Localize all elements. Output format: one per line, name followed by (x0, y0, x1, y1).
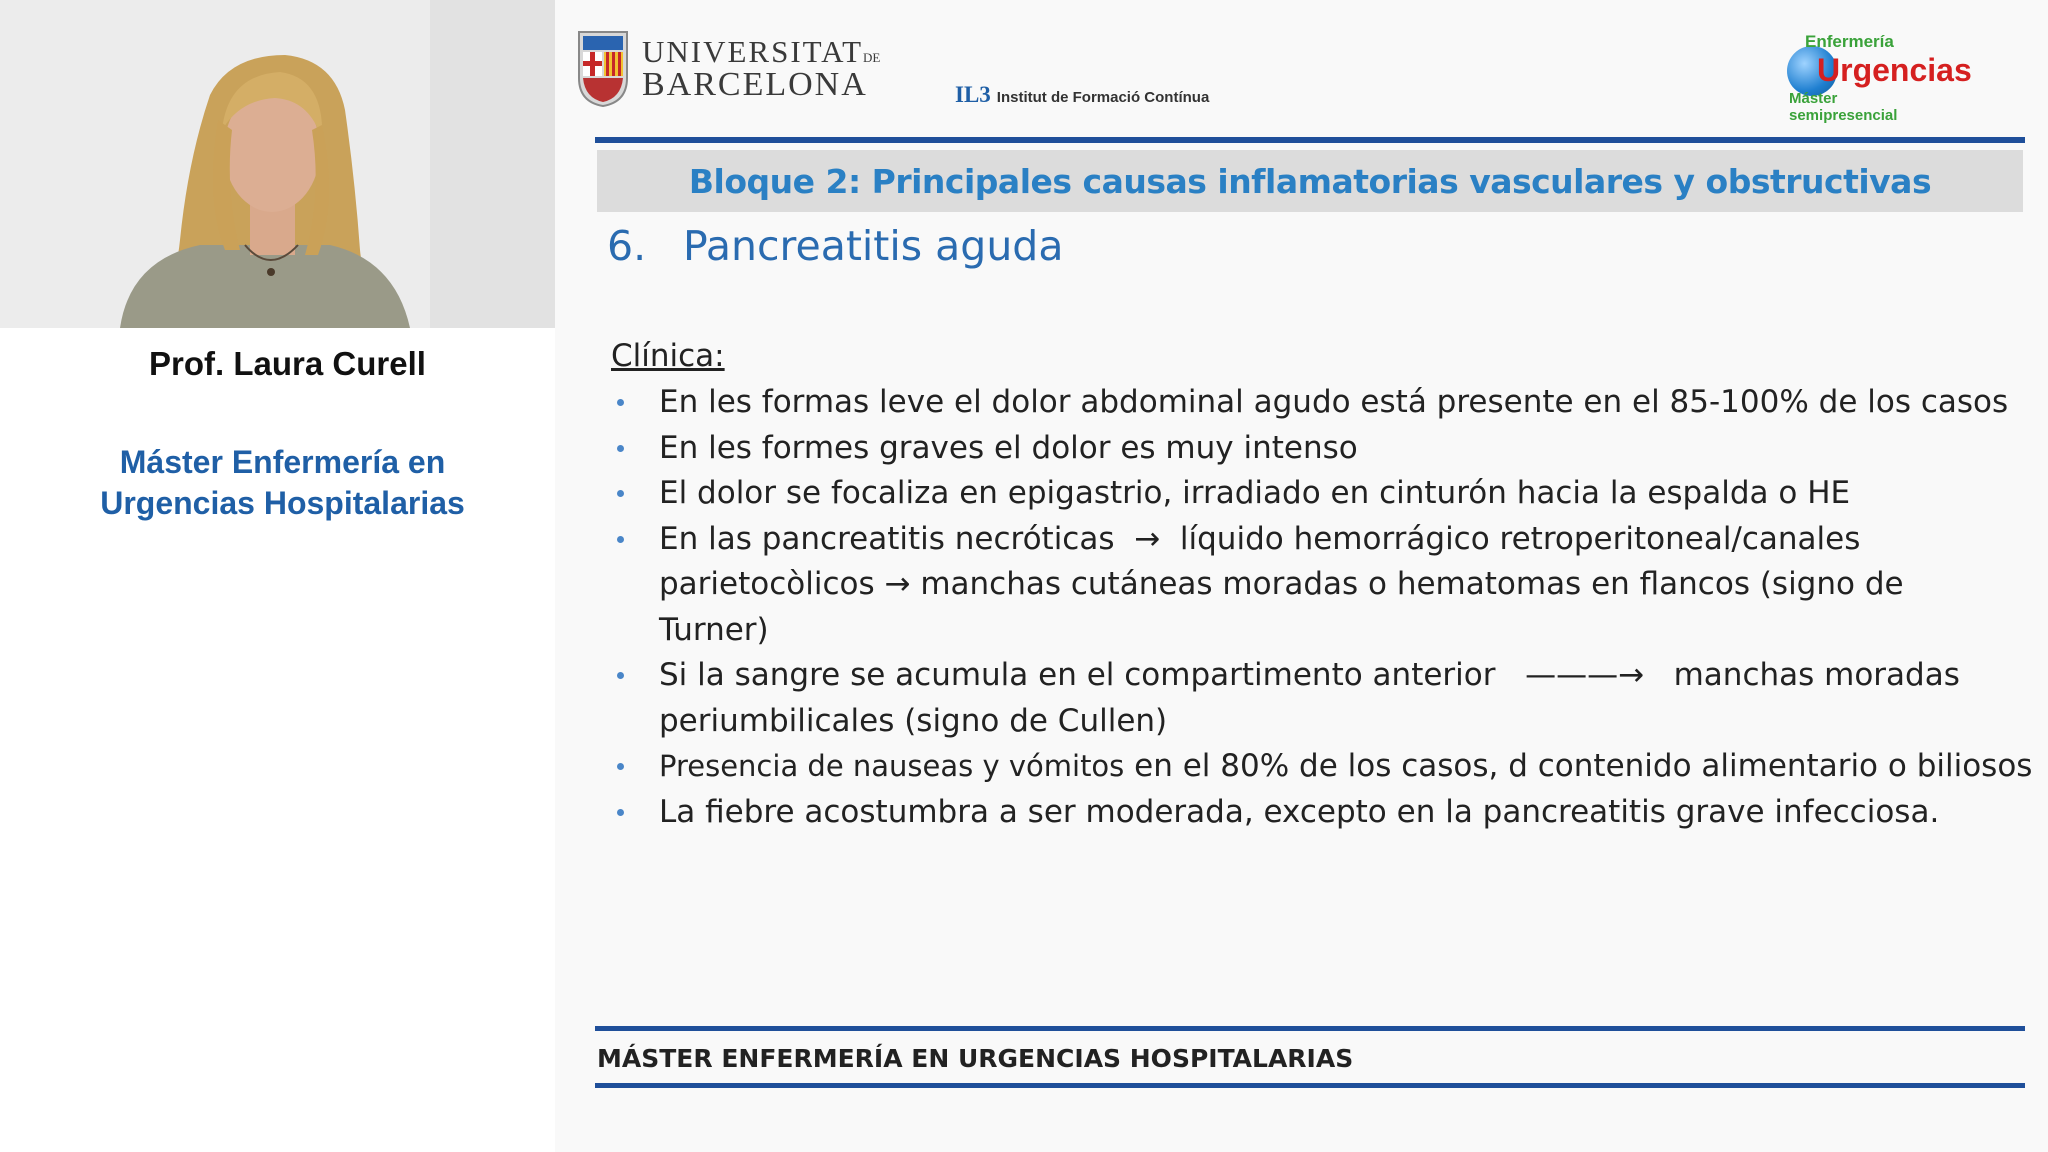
clinica-label: Clínica: (611, 338, 725, 374)
presenter-video (0, 0, 555, 328)
list-item: La fiebre acostumbra a ser moderada, excepto en la pancreatitis grave infecciosa. (611, 790, 2048, 836)
university-logo (565, 28, 895, 112)
presenter-image (0, 0, 555, 328)
il3-logo (955, 82, 1209, 108)
logo-urgencias-text: Urgencias (1817, 52, 1972, 88)
section-title-text: Pancreatitis aguda (683, 222, 1064, 270)
il3-text: Institut de Formació Contínua (996, 89, 1210, 106)
course-name (0, 442, 565, 524)
list-item: En las pancreatitis necróticas → líquido hemorrágico retroperitoneal/canales parietocòlicos → manchas cutáneas moradas o hematomas en flancos (signo de Turner) (611, 517, 1979, 654)
enfermeria-urgencias-logo (1725, 30, 1972, 124)
university-name-line2: BARCELONA (642, 66, 868, 103)
bullet-list (611, 380, 2048, 835)
slide (555, 0, 2048, 1152)
top-divider (595, 137, 2025, 143)
course-name-line1: Máster Enfermería en (119, 444, 446, 480)
footer-title: MÁSTER ENFERMERÍA EN URGENCIAS HOSPITALARIAS (597, 1044, 1354, 1073)
list-item: En les formas leve el dolor abdominal agudo está presente en el 85-100% de los casos (611, 380, 2048, 426)
il3-mark: IL3 (955, 82, 991, 107)
logo-master-text: Máster semipresencial (1789, 90, 1898, 124)
section-number: 6. (607, 222, 647, 270)
list-item: Presencia de nauseas y vómitos en el 80% de los casos, d contenido alimentario o biliosos (611, 744, 2048, 790)
bloque-title: Bloque 2: Principales causas inflamatorias vasculares y obstructivas (688, 161, 1932, 201)
arrow-right-icon: ———→ (1505, 657, 1664, 693)
university-shield-icon (577, 30, 629, 108)
presenter-panel (0, 0, 555, 1152)
arrow-right-icon: → (884, 566, 911, 602)
arrow-right-icon: → (1124, 520, 1171, 557)
university-name-line1: UNIVERSITATDE (642, 34, 881, 69)
bloque-header (597, 150, 2023, 212)
footer-divider-top (595, 1026, 2025, 1031)
footer-divider-bottom (595, 1083, 2025, 1088)
list-item: El dolor se focaliza en epigastrio, irradiado en cinturón hacia la espalda o HE (611, 471, 2048, 517)
logo-enfermeria-text: Enfermería (1805, 32, 1894, 51)
section-title (607, 222, 1063, 270)
list-item: En les formes graves el dolor es muy intenso (611, 426, 2048, 472)
course-name-line2: Urgencias Hospitalarias (100, 485, 465, 521)
list-item: Si la sangre se acumula en el compartimento anterior ———→ manchas moradas periumbilicales (signo de Cullen) (611, 653, 2039, 744)
presenter-name: Prof. Laura Curell (149, 345, 426, 382)
